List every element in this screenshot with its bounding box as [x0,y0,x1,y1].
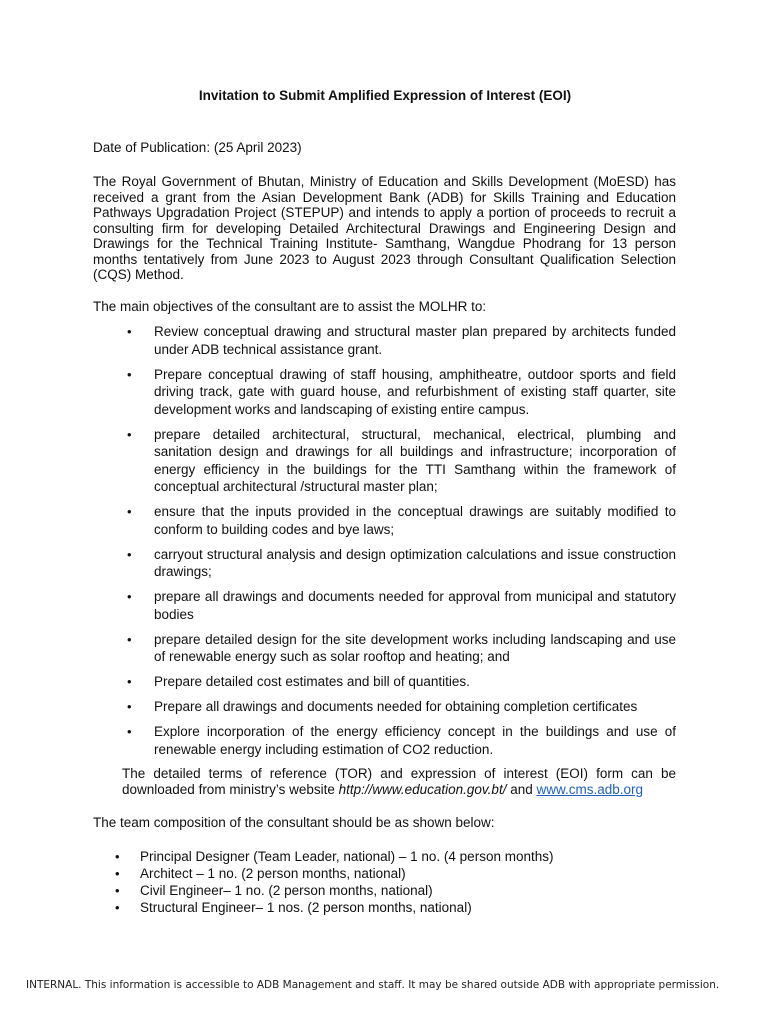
bullet-icon: • [115,849,120,864]
objective-text: Explore incorporation of the energy efficiency concept in the buildings and use of renewable energy including estimation of CO2 reduction. [154,724,676,757]
tor-and-text: and [506,782,537,797]
intro-paragraph: The Royal Government of Bhutan, Ministry of Education and Skills Development (MoESD) has received a grant from the Asian Development Bank (ADB) for Skills Training and Education Pathways Upgradation Project (STEPUP) and intends to apply a portion of proceeds to recruit a consulting firm for developing Detailed Architectural Drawings and Engineering Design and Drawings for the Technical Training Institute- Samthang, Wangdue Phodrang for 13 person months tentatively from June 2023 to August 2023 through Consultant Qualification Selection (CQS) Method. [93,174,676,282]
team-intro: The team composition of the consultant should be as shown below: [93,815,495,830]
bullet-icon: • [127,724,132,739]
objective-text: Prepare detailed cost estimates and bill of quantities. [154,674,470,689]
bullet-icon: • [127,631,132,647]
objective-text: ensure that the inputs provided in the conceptual drawings are suitably modified to conform to building codes and bye laws; [154,504,676,537]
objective-text: prepare detailed design for the site development works including landscaping and use of renewable energy such as solar rooftop and heating; and [154,631,676,664]
list-item [93,631,676,666]
list-item [93,426,676,496]
list-item [93,323,676,358]
bullet-icon: • [127,589,132,604]
team-member-text: Structural Engineer– 1 nos. (2 person months, national) [140,900,472,915]
bullet-icon: • [115,883,120,898]
bullet-icon: • [127,324,132,339]
document-title: Invitation to Submit Amplified Expression of Interest (EOI) [198,88,572,103]
list-item [93,366,676,419]
team-member-text: Architect – 1 no. (2 person months, national) [140,866,406,881]
bullet-icon: • [127,504,132,519]
bullet-icon: • [127,674,132,689]
adb-cms-link[interactable]: www.cms.adb.org [536,782,644,797]
list-item [93,723,676,758]
tor-paragraph [122,766,676,798]
team-member-text: Principal Designer (Team Leader, national) – 1 no. (4 person months) [140,849,554,864]
list-item [93,848,676,865]
objective-text: Prepare all drawings and documents needed for obtaining completion certificates [154,699,638,714]
bullet-icon: • [127,699,132,714]
bullet-icon: • [115,900,120,915]
objective-text: Review conceptual drawing and structural master plan prepared by architects funded under ADB technical assistance grant. [154,324,676,357]
classification-footer: INTERNAL. This information is accessible to ADB Management and staff. It may be shared outside ADB with appropriate permission. [26,979,720,991]
list-item [93,588,676,623]
objective-text: carryout structural analysis and design optimization calculations and issue construction drawings; [154,546,676,579]
bullet-icon: • [115,866,120,881]
team-composition-list [93,848,676,916]
objective-text: Prepare conceptual drawing of staff housing, amphitheatre, outdoor sports and field driving track, gate with guard house, and refurbishment of existing staff quarter, site development works and landscaping of existing entire campus. [154,366,676,417]
ministry-website-url: http://www.education.gov.bt/ [338,782,507,797]
list-item [93,673,676,691]
team-member-text: Civil Engineer– 1 no. (2 person months, national) [140,883,433,898]
objective-text: prepare all drawings and documents needed for approval from municipal and statutory bodies [154,589,676,622]
bullet-icon: • [127,546,132,562]
list-item [93,882,676,899]
list-item [93,546,676,581]
publication-date: Date of Publication: (25 April 2023) [93,140,302,155]
bullet-icon: • [127,366,132,382]
list-item [93,503,676,538]
list-item [93,698,676,716]
objective-text: prepare detailed architectural, structural, mechanical, electrical, plumbing and sanitation design and drawings for all buildings and infrastructure; incorporation of energy efficiency in the buildings for the TTI Samthang within the framework of conceptual architectural /structural master plan; [154,426,676,494]
list-item [93,899,676,916]
bullet-icon: • [127,426,132,442]
list-item [93,865,676,882]
objectives-list [93,323,676,766]
tor-text: The detailed terms of reference (TOR) and expression of interest (EOI) form can be downloaded from ministry’s website [122,766,676,797]
objectives-intro: The main objectives of the consultant are to assist the MOLHR to: [93,299,487,314]
